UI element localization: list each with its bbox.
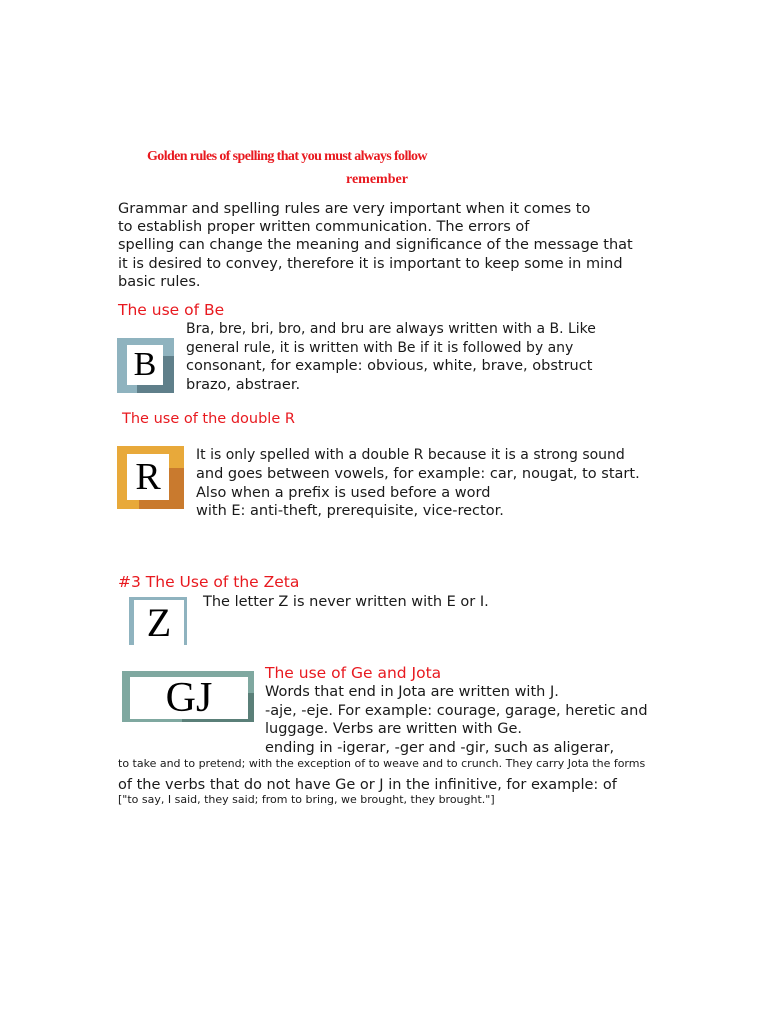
- be-line: brazo, abstraer.: [186, 377, 301, 393]
- be-line: consonant, for example: obvious, white, brave, obstruct: [186, 358, 593, 374]
- letter-z-tile: [129, 597, 187, 645]
- be-line: general rule, it is written with Be if it is followed by any: [186, 340, 574, 356]
- document-title: Golden rules of spelling that you must always follow: [147, 149, 427, 164]
- intro-line: basic rules.: [118, 274, 201, 290]
- letter-r: R: [127, 454, 169, 500]
- section-heading-zeta: #3 The Use of the Zeta: [118, 573, 300, 591]
- intro-line: to establish proper written communication. The errors of: [118, 219, 530, 235]
- letter-b-tile: [117, 338, 174, 393]
- section-heading-be: The use of Be: [118, 301, 225, 319]
- be-line: Bra, bre, bri, bro, and bru are always written with a B. Like: [186, 321, 596, 337]
- letter-z: Z: [134, 600, 184, 645]
- intro-line: Grammar and spelling rules are very important when it comes to: [118, 201, 591, 217]
- ge-jota-quote-line: ["to say, I said, they said; from to bring, we brought, they brought."]: [118, 793, 495, 806]
- letter-gj: GJ: [130, 677, 248, 719]
- ge-jota-line: Words that end in Jota are written with J.: [265, 684, 559, 700]
- letter-b: B: [127, 345, 163, 385]
- zeta-line: The letter Z is never written with E or I.: [203, 594, 489, 610]
- double-r-line: Also when a prefix is used before a word: [196, 485, 491, 501]
- letter-gj-tile: [122, 671, 254, 722]
- intro-line: spelling can change the meaning and significance of the message that: [118, 237, 633, 253]
- double-r-line: and goes between vowels, for example: car, nougat, to start.: [196, 466, 640, 482]
- ge-jota-line: -aje, -eje. For example: courage, garage, heretic and: [265, 703, 648, 719]
- ge-jota-line: ending in -igerar, -ger and -gir, such as aligerar,: [265, 740, 615, 756]
- section-heading-double-r: The use of the double R: [122, 411, 295, 427]
- double-r-line: It is only spelled with a double R because it is a strong sound: [196, 447, 625, 463]
- intro-line: it is desired to convey, therefore it is important to keep some in mind: [118, 256, 623, 272]
- letter-r-tile: [117, 446, 184, 509]
- ge-jota-line: luggage. Verbs are written with Ge.: [265, 721, 523, 737]
- document-title-line2: remember: [346, 172, 408, 187]
- ge-jota-small-line: to take and to pretend; with the exception of to weave and to crunch. They carry Jota the forms: [118, 757, 646, 770]
- ge-jota-tail-line: of the verbs that do not have Ge or J in the infinitive, for example: of: [118, 777, 617, 793]
- section-heading-ge-jota: The use of Ge and Jota: [265, 664, 442, 682]
- double-r-line: with E: anti-theft, prerequisite, vice-rector.: [196, 503, 504, 519]
